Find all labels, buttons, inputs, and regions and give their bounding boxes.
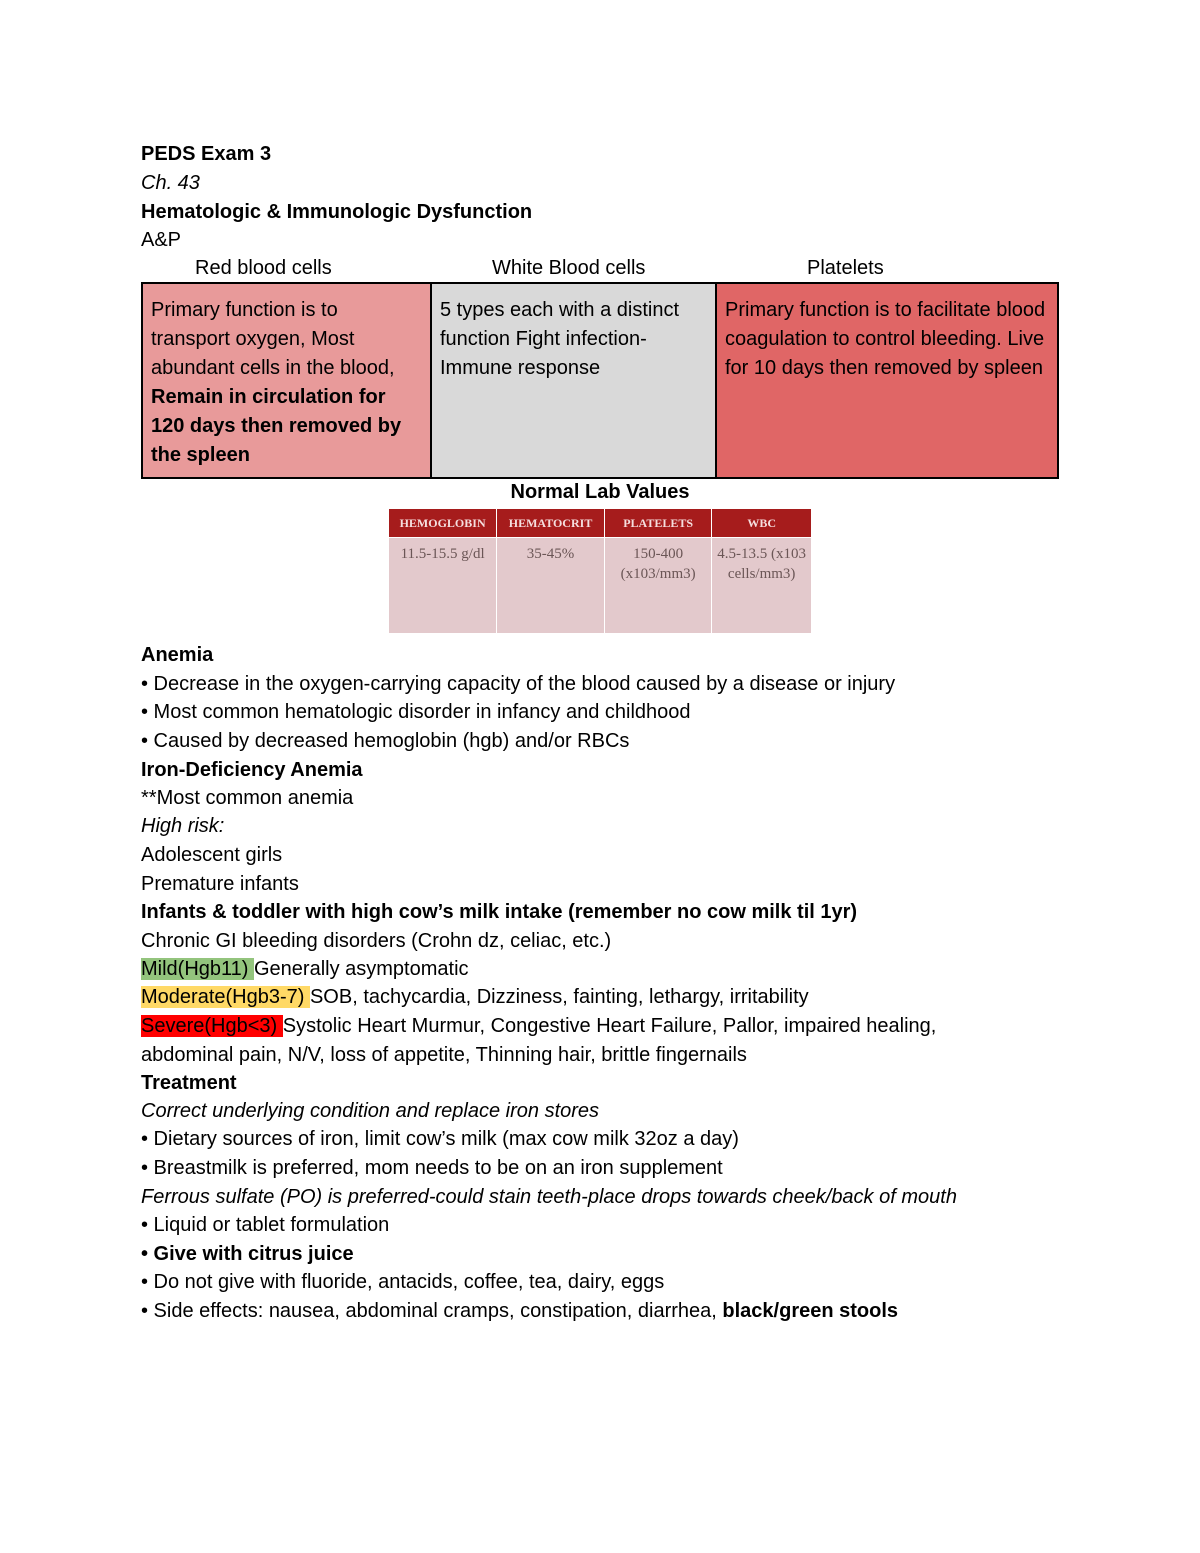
treatment-bullet: • Liquid or tablet formulation [141,1214,390,1236]
treatment-bullet: • Do not give with fluoride, antacids, coffee, tea, dairy, eggs [141,1271,665,1293]
severity-severe-text: Systolic Heart Murmur, Congestive Heart Failure, Pallor, impaired healing, [282,1015,937,1037]
platelets-cell [717,284,1057,477]
header-platelets: Platelets [807,257,884,279]
severity-mild-label: Mild(Hgb11) [141,958,254,980]
severity-severe-continued: abdominal pain, N/V, loss of appetite, Thinning hair, brittle fingernails [141,1044,747,1066]
wbc-text: 5 types each with a distinct function Fight infection- Immune response [440,299,680,379]
treatment-bullet: • Breastmilk is preferred, mom needs to be on an iron supplement [141,1157,723,1179]
ida-most-common: **Most common anemia [141,787,354,809]
severity-moderate-label: Moderate(Hgb3-7) [141,986,310,1008]
severity-mild-row [141,957,469,981]
treatment-ferrous-sulfate: Ferrous sulfate (PO) is preferred-could stain teeth-place drops towards cheek/back of mouth [141,1186,957,1208]
lab-header-hemoglobin: HEMOGLOBIN [389,509,497,538]
treatment-side-effects-row [141,1299,898,1323]
treatment-bullet-citrus: • Give with citrus juice [141,1243,354,1265]
header-wbc: White Blood cells [492,257,646,279]
ida-risk-gi: Chronic GI bleeding disorders (Crohn dz, celiac, etc.) [141,930,612,952]
chapter-label: Ch. 43 [141,172,200,194]
severity-severe-label: Severe(Hgb<3) [141,1015,283,1037]
page-title: PEDS Exam 3 [141,143,272,165]
anemia-bullet: • Most common hematologic disorder in infancy and childhood [141,701,691,723]
treatment-subheading: Correct underlying condition and replace iron stores [141,1100,600,1122]
lab-values-table [388,508,812,634]
ida-risk-cow-milk: Infants & toddler with high cow’s milk intake (remember no cow milk til 1yr) [141,901,858,923]
anemia-bullet: • Caused by decreased hemoglobin (hgb) and/or RBCs [141,730,630,752]
anemia-bullet: • Decrease in the oxygen-carrying capacity of the blood caused by a disease or injury [141,673,896,695]
anemia-heading: Anemia [141,644,214,666]
treatment-heading: Treatment [141,1072,237,1094]
treatment-side-effects: • Side effects: nausea, abdominal cramps, constipation, diarrhea, [141,1300,723,1322]
rbc-bold-text: Remain in circulation for 120 days then removed by the spleen [151,386,402,466]
severity-mild-text: Generally asymptomatic [254,958,469,980]
lab-header-platelets: PLATELETS [604,509,712,538]
lab-value-hemoglobin: 11.5-15.5 g/dl [389,538,497,634]
ida-heading: Iron-Deficiency Anemia [141,759,363,781]
severity-moderate-row [141,985,809,1009]
lab-value-hematocrit: 35-45% [497,538,605,634]
lab-header-wbc: WBC [712,509,812,538]
ida-high-risk-label: High risk: [141,815,225,837]
rbc-text: Primary function is to transport oxygen, Most abundant cells in the blood, [151,299,395,379]
treatment-bullet: • Dietary sources of iron, limit cow’s milk (max cow milk 32oz a day) [141,1128,739,1150]
severity-severe-row [141,1014,936,1038]
wbc-cell [432,284,717,477]
lab-value-wbc: 4.5-13.5 (x103 cells/mm3) [712,538,812,634]
ida-risk-item: Adolescent girls [141,844,283,866]
severity-moderate-text: SOB, tachycardia, Dizziness, fainting, lethargy, irritability [309,986,809,1008]
ida-risk-item: Premature infants [141,873,299,895]
treatment-side-effects-bold: black/green stools [722,1300,899,1322]
lab-value-platelets: 150-400 (x103/mm3) [604,538,712,634]
header-rbc: Red blood cells [195,257,332,279]
platelets-text: Primary function is to facilitate blood coagulation to control bleeding. Live for 10 days then removed by spleen [725,299,1046,379]
lab-values-title: Normal Lab Values [510,481,690,503]
lab-header-hematocrit: HEMATOCRIT [497,509,605,538]
ap-label: A&P [141,229,182,251]
ap-table [141,282,1059,479]
section-title: Hematologic & Immunologic Dysfunction [141,201,533,223]
rbc-cell [143,284,432,477]
